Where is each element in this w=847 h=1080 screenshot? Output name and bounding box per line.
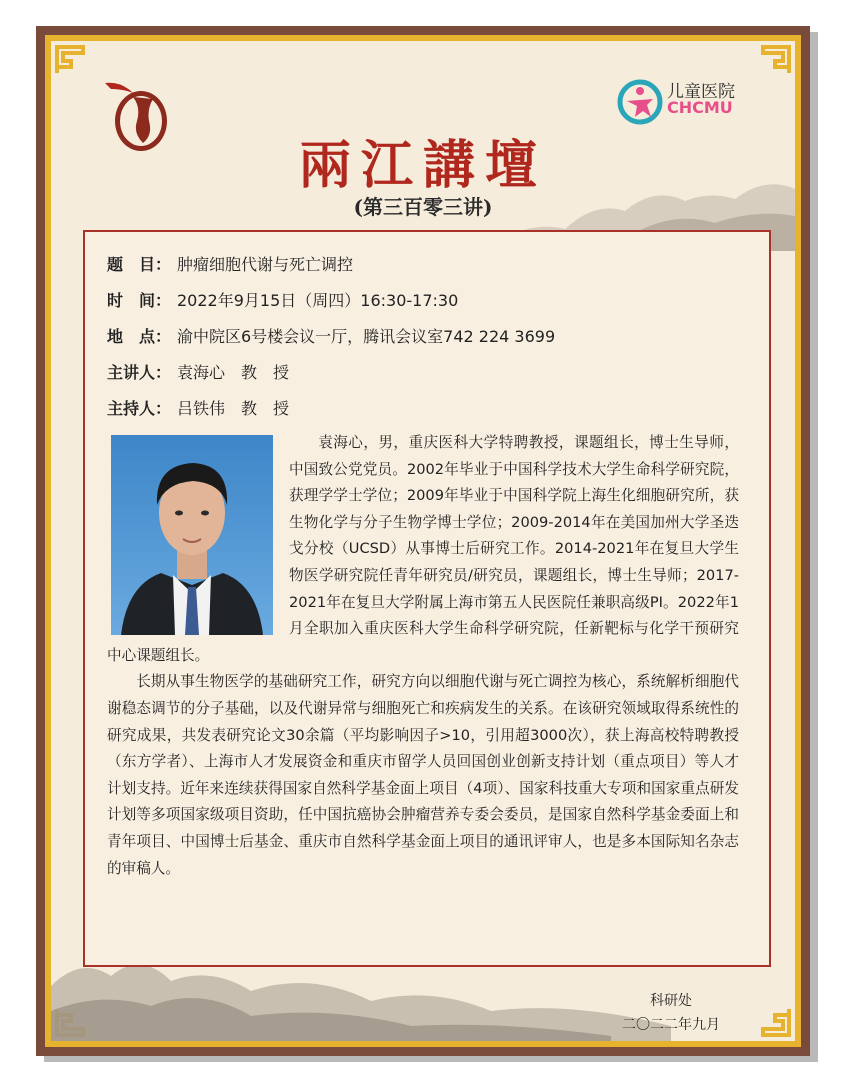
content-box — [83, 230, 771, 967]
host-value: 吕铁伟 教 授 — [177, 399, 290, 418]
topic-label: 题 目： — [107, 255, 172, 274]
speaker-row — [107, 362, 555, 398]
corner-ornament-top-left — [55, 45, 85, 75]
speaker-biography — [107, 430, 739, 882]
speaker-label: 主讲人： — [107, 363, 172, 382]
bio-paragraph-1: 袁海心，男，重庆医科大学特聘教授，课题组长，博士生导师，中国致公党党员。2002年毕业于中国科学技术大学生命科学研究院，获理学学士学位；2009年毕业于中国科学院上海生化细胞研究所，获生物化学与分子生物学博士学位；2009-2014年在美国加州大学圣迭戈分校（UCSD）从事博士后研究工作。2014-2021年在复旦大学生物医学研究院任青年研究员/研究员，课题组长，博士生导师；2017-2021年在复旦大学附属上海市第五人民医院任兼职高级PI。2022年1月全职加入重庆医科大学生命科学研究院，任新靶标与化学干预研究中心课题组长。 — [107, 434, 739, 664]
logo-text-cn: 儿童医院 — [667, 82, 735, 102]
topic-value: 肿瘤细胞代谢与死亡调控 — [177, 255, 354, 274]
gold-border — [45, 35, 801, 1047]
organizer: 科研处 — [650, 993, 692, 1009]
time-label: 时 间： — [107, 291, 172, 310]
place-value: 渝中院区6号楼会议一厅，腾讯会议室742 224 3699 — [177, 327, 556, 346]
bio-paragraph-2: 长期从事生物医学的基础研究工作，研究方向以细胞代谢与死亡调控为核心，系统解析细胞代谢稳态调节的分子基础，以及代谢异常与细胞死亡和疾病发生的关系。在该研究领域取得系统性的研究成果，共发表研究论文30余篇（平均影响因子>10，引用超3000次），获上海高校特聘教授（东方学者）、上海市人才发展资金和重庆市留学人员回国创业创新支持计划（重点项目）等人才计划支持。近年来连续获得国家自然科学基金面上项目（4项）、国家科技重大专项和国家重点研发计划等多项国家级项目资助，任中国抗癌协会肿瘤营养专委会委员，是国家自然科学基金委面上和青年项目、中国博士后基金、重庆市自然科学基金面上项目的通讯评审人，也是多本国际知名杂志的审稿人。 — [107, 673, 739, 877]
place-label: 地 点： — [107, 327, 172, 346]
issue-date: 二〇二二年九月 — [622, 1017, 720, 1033]
poster-frame — [36, 26, 810, 1056]
speaker-value: 袁海心 教 授 — [177, 363, 290, 382]
logo-text-en: CHCMU — [667, 98, 733, 117]
event-info — [107, 254, 555, 434]
host-row — [107, 398, 555, 434]
time-row — [107, 290, 555, 326]
signature-block — [611, 989, 731, 1037]
photo-spacer — [107, 430, 289, 630]
poster-title: 兩江講壇 — [298, 135, 547, 196]
host-label: 主持人： — [107, 399, 172, 418]
poster-paper — [51, 41, 795, 1041]
childrens-hospital-logo — [617, 71, 747, 127]
topic-row — [107, 254, 555, 290]
corner-ornament-top-right — [761, 45, 791, 75]
hospital-badge-icon — [617, 79, 663, 125]
corner-ornament-bottom-right — [761, 1007, 791, 1037]
time-value: 2022年9月15日（周四）16:30-17:30 — [177, 291, 459, 310]
place-row — [107, 326, 555, 362]
lecture-number: (第三百零三讲) — [353, 195, 493, 219]
